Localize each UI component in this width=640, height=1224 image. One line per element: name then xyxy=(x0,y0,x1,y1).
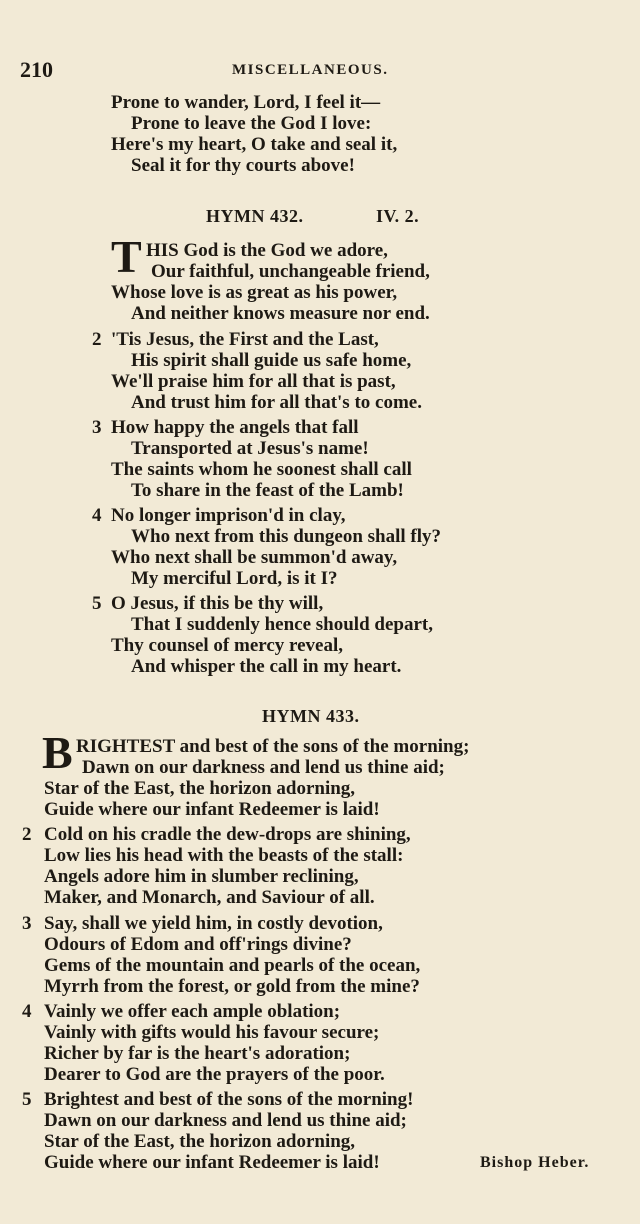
stanza-line: To share in the feast of the Lamb! xyxy=(131,480,404,501)
stanza-line: And whisper the call in my heart. xyxy=(131,656,402,677)
page-header xyxy=(20,57,620,85)
stanza-number: 2 xyxy=(92,329,102,350)
stanza-number: 4 xyxy=(22,1001,32,1022)
stanza-line: Say, shall we yield him, in costly devotion, xyxy=(44,913,383,934)
stanza-line: His spirit shall guide us safe home, xyxy=(131,350,412,371)
stanza-line: The saints whom he soonest shall call xyxy=(111,459,412,480)
stanza-line: We'll praise him for all that is past, xyxy=(111,371,396,392)
carryover-line: Prone to wander, Lord, I feel it— xyxy=(111,92,381,113)
carryover-line: Prone to leave the God I love: xyxy=(131,113,372,134)
stanza-line: Maker, and Monarch, and Saviour of all. xyxy=(44,887,375,908)
stanza-line: Star of the East, the horizon adorning, xyxy=(44,778,356,799)
stanza-line: And neither knows measure nor end. xyxy=(131,303,430,324)
stanza-line: Who next from this dungeon shall fly? xyxy=(131,526,442,547)
stanza-line: And trust him for all that's to come. xyxy=(131,392,422,413)
stanza-line: Angels adore him in slumber reclining, xyxy=(44,866,359,887)
stanza-number: 4 xyxy=(92,505,102,526)
stanza-line: Our faithful, unchangeable friend, xyxy=(151,261,430,282)
stanza-line: Thy counsel of mercy reveal, xyxy=(111,635,344,656)
page-number: 210 xyxy=(20,57,53,82)
stanza-number: 5 xyxy=(22,1089,32,1110)
hymn-meter: IV. 2. xyxy=(376,206,420,226)
stanza-line: Richer by far is the heart's adoration; xyxy=(44,1043,351,1064)
stanza-line: Vainly with gifts would his favour secure; xyxy=(44,1022,380,1043)
stanza-line: Star of the East, the horizon adorning, xyxy=(44,1131,356,1152)
stanza-line: RIGHTEST and best of the sons of the morning; xyxy=(76,736,470,757)
hymn-title: HYMN 432. xyxy=(206,206,304,226)
stanza-line: Myrrh from the forest, or gold from the mine? xyxy=(44,976,420,997)
hymn-title: HYMN 433. xyxy=(262,706,360,726)
stanza-line: Guide where our infant Redeemer is laid! xyxy=(44,1152,380,1173)
stanza-line: Vainly we offer each ample oblation; xyxy=(44,1001,341,1022)
stanza-line: Low lies his head with the beasts of the stall: xyxy=(44,845,404,866)
carryover-line: Seal it for thy courts above! xyxy=(131,155,355,176)
stanza-line: O Jesus, if this be thy will, xyxy=(111,593,324,614)
stanza-line: That I suddenly hence should depart, xyxy=(131,614,433,635)
stanza-line: Who next shall be summon'd away, xyxy=(111,547,398,568)
stanza-line: Odours of Edom and off'rings divine? xyxy=(44,934,352,955)
stanza-line: No longer imprison'd in clay, xyxy=(111,505,346,526)
stanza-line: Dearer to God are the prayers of the poor. xyxy=(44,1064,385,1085)
stanza-line: Whose love is as great as his power, xyxy=(111,282,398,303)
stanza-line: Dawn on our darkness and lend us thine aid; xyxy=(44,1110,407,1131)
stanza-number: 3 xyxy=(22,913,32,934)
stanza-line: My merciful Lord, is it I? xyxy=(131,568,338,589)
drop-cap: B xyxy=(42,727,73,778)
running-head: MISCELLANEOUS. xyxy=(232,62,389,78)
stanza-line: How happy the angels that fall xyxy=(111,417,359,438)
stanza-line: Cold on his cradle the dew-drops are shining, xyxy=(44,824,411,845)
stanza-number: 3 xyxy=(92,417,102,438)
stanza-line: Guide where our infant Redeemer is laid! xyxy=(44,799,380,820)
stanza-number: 5 xyxy=(92,593,102,614)
stanza-line: Brightest and best of the sons of the morning! xyxy=(44,1089,414,1110)
author-attribution: Bishop Heber. xyxy=(480,1154,590,1171)
stanza-line: Gems of the mountain and pearls of the ocean, xyxy=(44,955,421,976)
stanza-line: HIS God is the God we adore, xyxy=(146,240,388,261)
drop-cap: T xyxy=(111,231,142,282)
stanza-number: 2 xyxy=(22,824,32,845)
stanza-line: Dawn on our darkness and lend us thine aid; xyxy=(82,757,445,778)
carryover-line: Here's my heart, O take and seal it, xyxy=(111,134,398,155)
stanza-line: Transported at Jesus's name! xyxy=(131,438,369,459)
stanza-line: 'Tis Jesus, the First and the Last, xyxy=(111,329,379,350)
